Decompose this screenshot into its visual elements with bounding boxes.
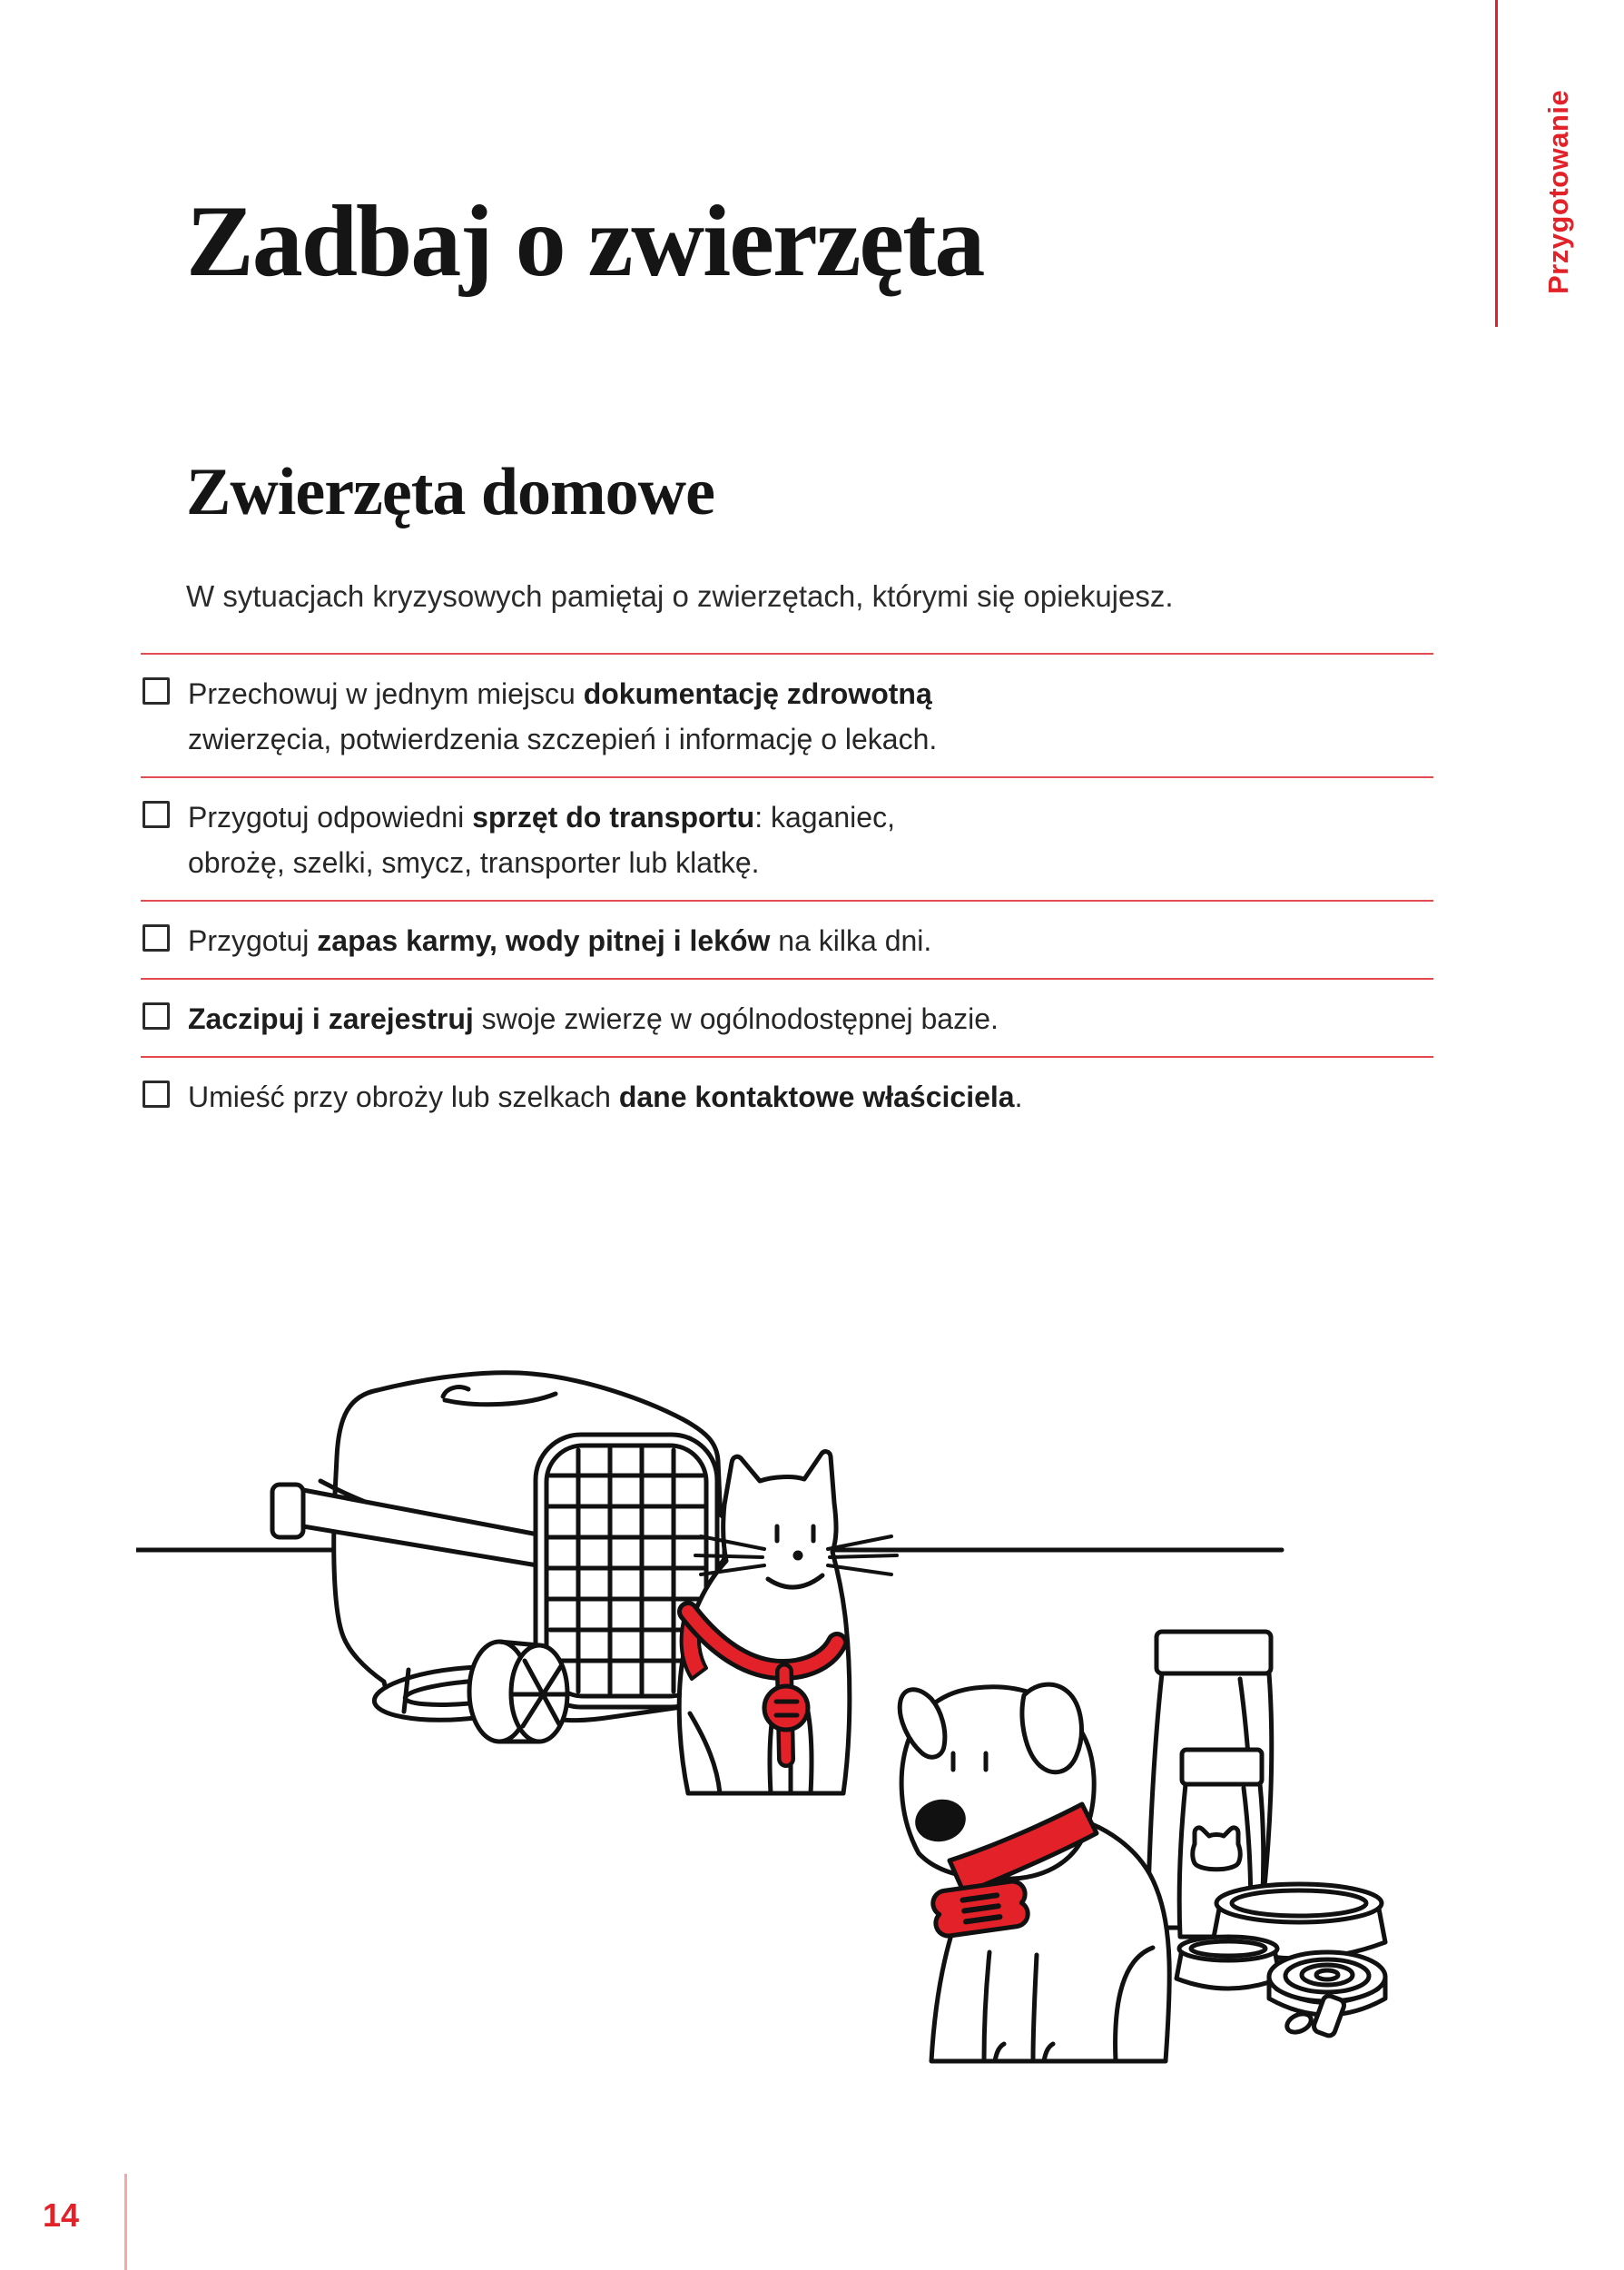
checkbox[interactable] [143,677,170,705]
checklist-item-text: Zaczipuj i zarejestruj swoje zwierzę w ogólnodostępnej bazie. [188,1002,999,1035]
checklist-item [141,776,1433,900]
footer-rule [124,2174,127,2270]
muzzle-icon [469,1642,567,1742]
section-tab-label: Przygotowanie [1542,89,1574,294]
page-number: 14 [43,2196,80,2234]
checkbox[interactable] [143,1002,170,1030]
checkbox[interactable] [143,801,170,828]
bone-tag-icon [931,1880,1029,1938]
checklist-item [141,1056,1433,1134]
checklist-item-text: Przygotuj odpowiedni sprzęt do transportu: kaganiec, obrożę, szelki, smycz, transporter lub klatkę. [188,801,895,879]
checklist-item-text: Umieść przy obroży lub szelkach dane kontaktowe właściciela. [188,1081,1023,1113]
checklist [141,653,1433,1134]
section-tab-rule [1495,0,1498,327]
section-intro: W sytuacjach kryzysowych pamiętaj o zwierzętach, którymi się opiekujesz. [186,579,1174,613]
checklist-item [141,900,1433,978]
section-heading: Zwierzęta domowe [186,455,714,529]
pets-illustration [136,1348,1407,2084]
dog-icon [900,1684,1169,2061]
checklist-item-text: Przechowuj w jednym miejscu dokumentację zdrowotną zwierzęcia, potwierdzenia szczepień i informację o lekach. [188,677,938,755]
checkbox[interactable] [143,924,170,952]
checklist-item [141,978,1433,1056]
cat-face-icon [1193,1828,1241,1870]
checklist-item-text: Przygotuj zapas karmy, wody pitnej i leków na kilka dni. [188,924,932,957]
leash-icon [1269,1952,1385,2038]
page-title: Zadbaj o zwierzęta [186,185,984,298]
checkbox[interactable] [143,1081,170,1108]
checklist-item [141,653,1433,776]
